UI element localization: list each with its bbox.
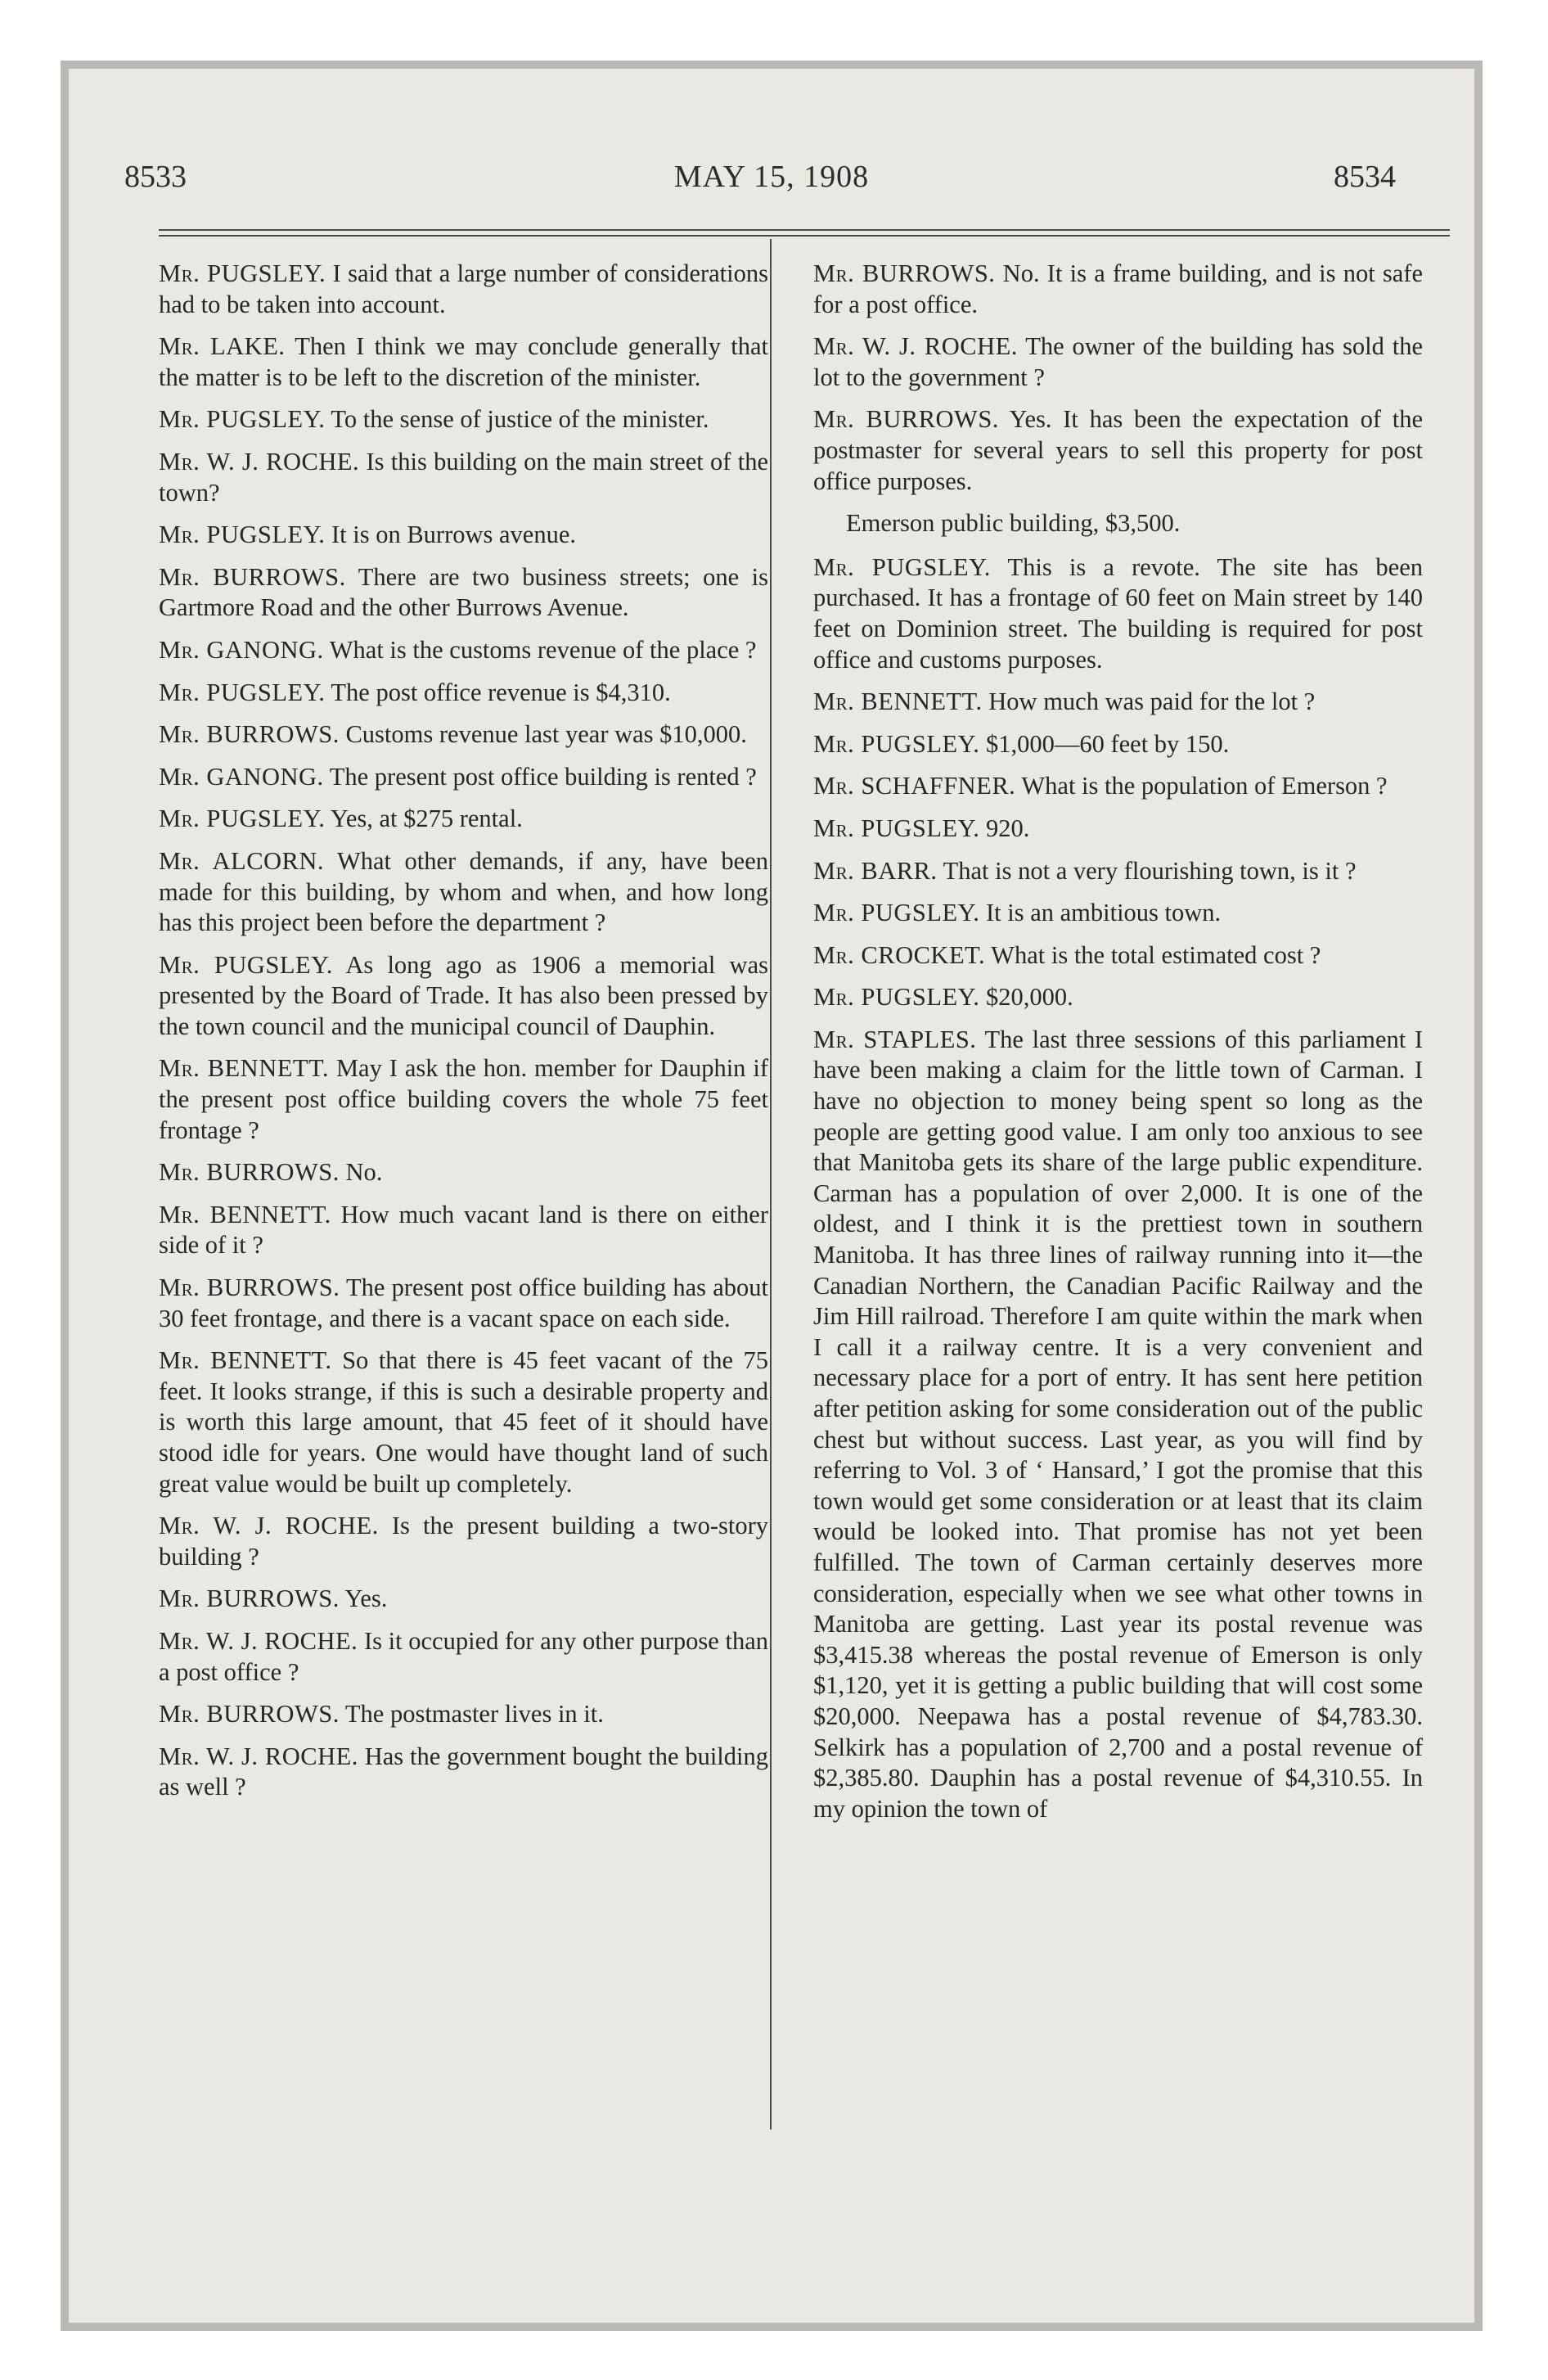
speech-paragraph <box>159 1511 768 1572</box>
speaker-name: Mr. BENNETT. <box>159 1200 331 1228</box>
speech-text: What is the total estimated cost ? <box>991 940 1321 969</box>
speech-paragraph <box>159 520 768 551</box>
speech-text: What other demands, if any, have been made for this building, by whom and when, and how long has this project been before the department ? <box>159 846 768 937</box>
speech-text: The last three sessions of this parliament I have been making a claim for the little town of Carman. I have no objection to money being spent so long as the people are getting good value. I am only too anxious to see that Manitoba gets its share of the large public expenditure. Carman has a population of over 2,000. It is one of the oldest, and I think it is the prettiest town in southern Manitoba. It has three lines of railway running into it—the Canadian Northern, the Canadian Pacific Railway and the Jim Hill railroad. Therefore I am quite within the mark when I call it a railway centre. It is a very convenient and necessary place for a port of entry. It has sent here petition after petition asking for some consideration out of the public chest but without success. Last year, as you will find by referring to Vol. 3 of ‘ Hansard,’ I got the promise that this town would get some consideration or at least that its claim would be looked into. That promise has not yet been fulfilled. The town of Carman certainly deserves more consideration, especially when we see what other towns in Manitoba are getting. Last year its postal revenue was $3,415.38 whereas the postal revenue of Emerson is only $1,120, yet it is getting a public building that will cost some $20,000. Neepawa has a postal revenue of $4,783.30. Selkirk has a population of 2,700 and a postal revenue of $2,385.80. Dauphin has a postal revenue of $4,310.55. In my opinion the town of <box>813 1025 1423 1823</box>
speech-paragraph <box>159 259 768 320</box>
speech-paragraph <box>159 804 768 835</box>
estimate-item-heading: Emerson public building, $3,500. <box>846 509 1181 538</box>
speaker-name: Mr. SCHAFFNER. <box>813 772 1016 800</box>
speaker-name: Mr. BURROWS. <box>159 1158 340 1187</box>
speech-text: Is this building on the main street of the town? <box>159 447 768 507</box>
speech-text: That is not a very flourishing town, is it ? <box>943 856 1357 885</box>
speech-paragraph <box>813 1025 1423 1824</box>
speaker-name: Mr. ALCORN. <box>159 846 325 875</box>
speech-paragraph <box>813 404 1423 497</box>
speech-text: This is a revote. The site has been purchased. It has a frontage of 60 feet on Main street by 140 feet on Dominion street. The building is required for post office and customs purposes. <box>813 552 1423 674</box>
speaker-name: Mr. PUGSLEY. <box>813 552 991 581</box>
speaker-name: Mr. PUGSLEY. <box>813 899 980 927</box>
speech-paragraph <box>159 1200 768 1261</box>
speech-text: 920. <box>985 814 1030 842</box>
speech-paragraph <box>813 331 1423 393</box>
speech-paragraph <box>159 678 768 709</box>
speaker-name: Mr. PUGSLEY. <box>159 405 326 434</box>
speaker-name: Mr. PUGSLEY. <box>159 678 326 706</box>
speaker-name: Mr. W. J. ROCHE. <box>159 1512 379 1540</box>
speech-paragraph <box>159 1053 768 1146</box>
speech-paragraph <box>159 846 768 939</box>
speech-paragraph <box>159 1699 768 1730</box>
speech-text: There are two business streets; one is Gartmore Road and the other Burrows Avenue. <box>159 562 768 622</box>
speech-text: The present post office building is rented ? <box>329 762 757 791</box>
speech-text: As long ago as 1906 a memorial was presented by the Board of Trade. It has also been pressed by the town council and the municipal council of Dauphin. <box>159 950 768 1040</box>
speech-text: The post office revenue is $4,310. <box>331 678 671 706</box>
speech-paragraph <box>159 404 768 435</box>
speaker-name: Mr. BURROWS. <box>159 720 340 749</box>
speech-text: No. It is a frame building, and is not safe for a post office. <box>813 259 1423 318</box>
speech-paragraph <box>159 1273 768 1334</box>
speech-paragraph <box>159 950 768 1043</box>
speech-text: Yes. It has been the expectation of the postmaster for several years to sell this property for post office purposes. <box>813 405 1423 495</box>
speaker-name: Mr. W. J. ROCHE. <box>159 1742 358 1770</box>
speaker-name: Mr. PUGSLEY. <box>813 983 980 1012</box>
speaker-name: Mr. GANONG. <box>159 635 324 664</box>
speech-paragraph <box>813 814 1423 845</box>
speech-paragraph <box>813 940 1423 971</box>
speaker-name: Mr. GANONG. <box>159 762 324 791</box>
speaker-name: Mr. PUGSLEY. <box>813 729 980 758</box>
speech-paragraph <box>159 719 768 751</box>
speaker-name: Mr. PUGSLEY. <box>159 259 326 287</box>
left-column <box>159 259 768 1814</box>
page-number-left: 8533 <box>124 160 187 194</box>
header-rule-bottom <box>159 235 1450 237</box>
speech-text: To the sense of justice of the minister. <box>331 405 709 434</box>
speech-text: It is an ambitious town. <box>985 899 1222 927</box>
speech-paragraph <box>813 259 1423 320</box>
speech-text: What is the customs revenue of the place ? <box>329 635 757 664</box>
header-rule-top <box>159 229 1450 231</box>
speech-text: How much vacant land is there on either side of it ? <box>159 1200 769 1260</box>
page-number-right: 8534 <box>1334 160 1396 194</box>
speaker-name: Mr. BURROWS. <box>159 1700 340 1729</box>
speech-text: So that there is 45 feet vacant of the 75 feet. It looks strange, if this is such a desirable property and is worth this large amount, that 45 feet of it should have stood idle for years. One would have thought land of such great value would be built up completely. <box>159 1346 769 1498</box>
speech-text: I said that a large number of considerations had to be taken into account. <box>159 259 769 318</box>
hansard-page <box>69 69 1474 2323</box>
speech-paragraph <box>159 1742 768 1803</box>
column-divider <box>770 239 772 2130</box>
speech-paragraph <box>813 552 1423 675</box>
speech-text: May I ask the hon. member for Dauphin if the present post office building covers the whole 75 feet frontage ? <box>159 1054 769 1144</box>
speaker-name: Mr. BURROWS. <box>159 1584 340 1613</box>
speaker-name: Mr. BARR. <box>813 856 938 885</box>
speaker-name: Mr. PUGSLEY. <box>159 805 326 833</box>
speech-paragraph <box>159 331 768 393</box>
speech-text: Yes, at $275 rental. <box>330 805 523 833</box>
speech-text: It is on Burrows avenue. <box>331 521 576 549</box>
speech-text: Then I think we may conclude generally that the matter is to be left to the discretion of the minister. <box>159 332 768 391</box>
speaker-name: Mr. BURROWS. <box>159 1273 340 1302</box>
speaker-name: Mr. PUGSLEY. <box>159 521 326 549</box>
speech-text: The postmaster lives in it. <box>344 1700 604 1729</box>
speaker-name: Mr. W. J. ROCHE. <box>159 1626 358 1655</box>
speech-text: Is it occupied for any other purpose than a post office ? <box>159 1626 769 1686</box>
speech-paragraph <box>813 771 1423 802</box>
speech-paragraph <box>159 562 768 624</box>
speech-paragraph <box>813 898 1423 929</box>
speech-text: Yes. <box>344 1584 388 1613</box>
speaker-name: Mr. BURROWS. <box>813 405 999 434</box>
speaker-name: Mr. BENNETT. <box>813 687 983 716</box>
speaker-name: Mr. BENNETT. <box>159 1054 329 1083</box>
speaker-name: Mr. BENNETT. <box>159 1346 332 1375</box>
speech-paragraph <box>159 447 768 508</box>
speech-text: Has the government bought the building as well ? <box>159 1742 769 1801</box>
speech-paragraph <box>159 1626 768 1688</box>
speaker-name: Mr. W. J. ROCHE. <box>159 447 360 476</box>
speaker-name: Mr. STAPLES. <box>813 1025 977 1053</box>
speaker-name: Mr. BURROWS. <box>159 562 346 591</box>
speech-paragraph <box>813 982 1423 1013</box>
speech-paragraph <box>813 856 1423 887</box>
speech-text: What is the population of Emerson ? <box>1021 772 1388 800</box>
speech-text: How much was paid for the lot ? <box>988 687 1316 716</box>
speech-text: $1,000—60 feet by 150. <box>985 729 1230 758</box>
speaker-name: Mr. BURROWS. <box>813 259 996 287</box>
speaker-name: Mr. LAKE. <box>159 332 286 361</box>
speech-text: Customs revenue last year was $10,000. <box>345 720 747 749</box>
running-head <box>69 159 1474 208</box>
speaker-name: Mr. PUGSLEY. <box>813 814 980 842</box>
speech-paragraph <box>159 762 768 793</box>
speech-paragraph <box>159 1346 768 1499</box>
speech-paragraph <box>159 1584 768 1615</box>
speech-paragraph <box>813 687 1423 718</box>
speech-text: No. <box>345 1158 383 1187</box>
page-date: MAY 15, 1908 <box>673 160 870 194</box>
speech-paragraph <box>159 635 768 666</box>
speech-text: Is the present building a two-story building ? <box>159 1512 768 1571</box>
speech-paragraph <box>159 1157 768 1188</box>
speaker-name: Mr. CROCKET. <box>813 940 986 969</box>
speaker-name: Mr. PUGSLEY. <box>159 950 333 979</box>
speaker-name: Mr. W. J. ROCHE. <box>813 332 1018 361</box>
speech-text: The present post office building has about 30 feet frontage, and there is a vacant space on each side. <box>159 1273 768 1332</box>
speech-paragraph <box>813 729 1423 760</box>
speech-text: $20,000. <box>985 983 1073 1012</box>
right-column <box>813 259 1423 1836</box>
speech-text: The owner of the building has sold the lot to the government ? <box>813 332 1423 391</box>
